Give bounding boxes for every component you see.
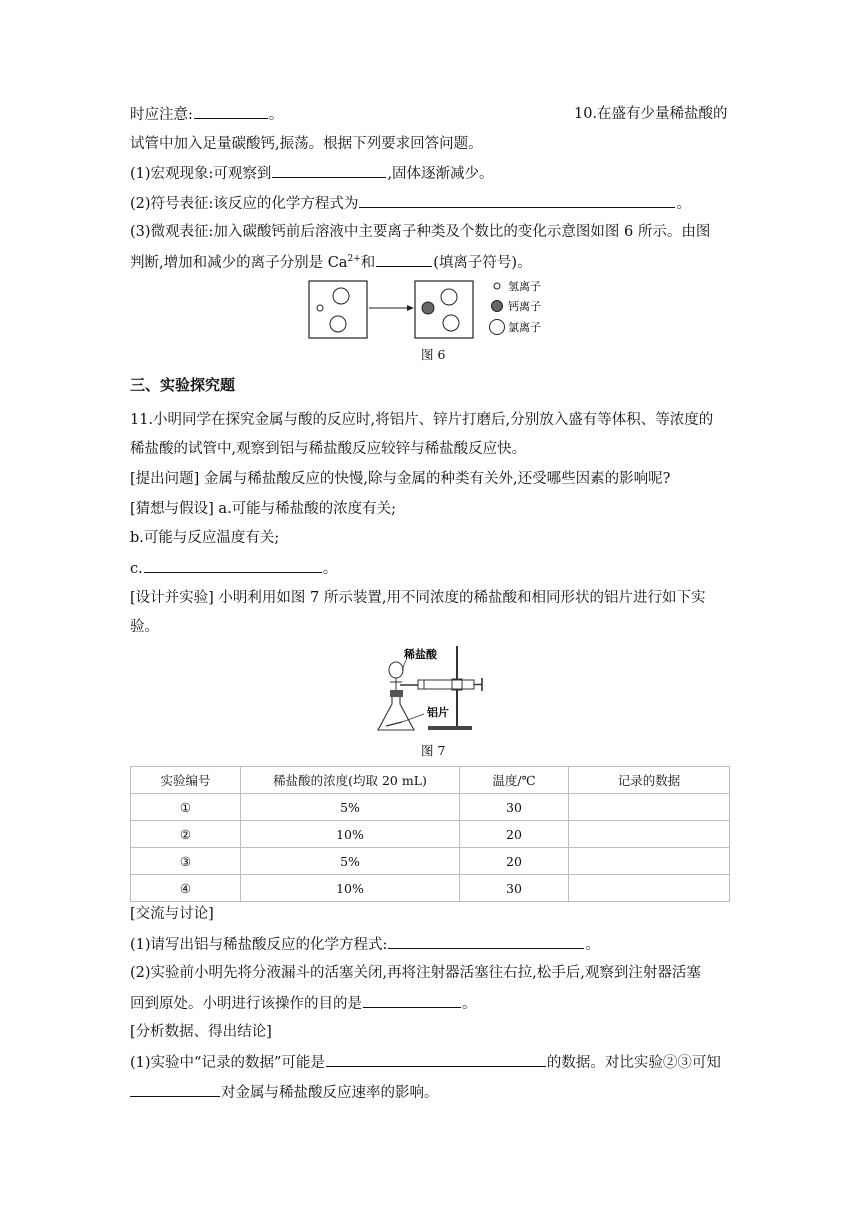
analysis-1-cont-text: 对金属与稀盐酸反应速率的影响。 [221, 1085, 439, 1101]
cell-concentration: 5% [241, 848, 460, 875]
figure-7-caption: 图 7 [421, 743, 446, 758]
q10-part3-tail: (填离子符号)。 [433, 255, 532, 271]
q11-discussion-1 [130, 934, 600, 955]
table-row [131, 794, 730, 821]
q9-tail-text: 时应注意: [130, 107, 193, 123]
punct: 。 [462, 996, 477, 1012]
cell-concentration: 10% [241, 875, 460, 902]
legend-calcium-label: 钙离子 [508, 300, 541, 313]
label-aluminium: 铝片 [427, 706, 449, 719]
cell-recorded[interactable] [569, 821, 730, 848]
figure-7 [372, 642, 487, 734]
q10-part3-text: 判断,增加和减少的离子分别是 Ca [130, 255, 348, 271]
analysis-1-tail: 的数据。对比实验②③可知 [546, 1055, 721, 1071]
answer-blank[interactable] [194, 104, 268, 119]
charge-superscript: 2+ [347, 254, 361, 265]
q11-design: [设计并实验] 小明利用如图 7 所示装置,用不同浓度的稀盐酸和相同形状的铝片进行如下实 [130, 590, 706, 606]
hydrogen-ion-icon [317, 305, 323, 311]
answer-blank[interactable] [326, 1052, 546, 1067]
stand-base [428, 726, 472, 730]
q11-analysis-1-cont [130, 1082, 439, 1103]
figure-6 [308, 280, 568, 342]
arrow-head-icon [407, 305, 414, 311]
conical-flask [378, 697, 414, 730]
cell-no: ② [131, 821, 241, 848]
punct: 。 [676, 196, 691, 212]
answer-blank[interactable] [130, 1082, 220, 1097]
table-row [131, 821, 730, 848]
punct: 。 [322, 561, 338, 577]
chloride-ion-icon [443, 315, 459, 331]
legend-chloride-icon [490, 320, 505, 335]
calcium-ion-icon [422, 302, 434, 314]
header-concentration: 稀盐酸的浓度(均取 20 mL) [241, 767, 460, 794]
cell-temperature: 30 [460, 794, 569, 821]
header-experiment-no: 实验编号 [131, 767, 241, 794]
answer-blank[interactable] [359, 193, 675, 208]
answer-blank[interactable] [363, 993, 461, 1008]
legend-hydrogen-icon [494, 283, 500, 289]
apparatus-diagram [372, 642, 487, 734]
analysis-1-text: (1)实验中“记录的数据”可能是 [130, 1055, 325, 1071]
q11-line1: 11.小明同学在探究金属与酸的反应时,将铝片、锌片打磨后,分别放入盛有等体积、等浓度的 [130, 412, 714, 428]
answer-blank[interactable] [144, 558, 322, 573]
q11-line2: 稀盐酸的试管中,观察到铝与稀盐酸反应较锌与稀盐酸反应快。 [130, 441, 527, 457]
cell-recorded[interactable] [569, 848, 730, 875]
header-temperature: 温度/℃ [460, 767, 569, 794]
cell-no: ③ [131, 848, 241, 875]
q11-hypothesis-b: b.可能与反应温度有关; [130, 530, 280, 546]
punct: 。 [268, 107, 284, 123]
q10-start: 10.在盛有少量稀盐酸的 [574, 106, 728, 122]
q11-hypothesis-a: [猜想与假设] a.可能与稀盐酸的浓度有关; [130, 501, 397, 517]
conj: 和 [360, 255, 376, 271]
answer-blank[interactable] [376, 252, 432, 267]
table-header-row [131, 767, 730, 794]
legend-chloride-label: 氯离子 [508, 321, 541, 334]
q10-part3: (3)微观表征:加入碳酸钙前后溶液中主要离子种类及个数比的变化示意图如图 6 所示。由图 [130, 224, 711, 240]
cell-recorded[interactable] [569, 875, 730, 902]
q10-part1 [130, 163, 494, 184]
answer-blank[interactable] [388, 934, 584, 949]
q10-part2 [130, 193, 691, 214]
label-acid: 稀盐酸 [404, 648, 437, 661]
cell-no: ④ [131, 875, 241, 902]
discussion-2-text: 回到原处。小明进行该操作的目的是 [130, 996, 362, 1012]
cell-recorded[interactable] [569, 794, 730, 821]
cell-no: ① [131, 794, 241, 821]
hypothesis-c-label: c. [130, 561, 143, 577]
legend-hydrogen-label: 氢离子 [508, 280, 541, 293]
syringe-barrel [418, 680, 474, 689]
ion-diagram [308, 280, 568, 342]
chloride-ion-icon [330, 316, 346, 332]
q11-analysis-1 [130, 1052, 721, 1073]
q9-tail-line [130, 104, 283, 125]
flask-stopper [390, 690, 403, 697]
q10-line2: 试管中加入足量碳酸钙,振荡。根据下列要求回答问题。 [130, 136, 483, 152]
label-pointer-acid [402, 660, 406, 670]
q10-part1-text: (1)宏观现象:可观察到 [130, 166, 272, 182]
q10-part3-cont [130, 252, 532, 273]
legend-calcium-icon [492, 301, 503, 312]
answer-blank[interactable] [272, 163, 386, 178]
q11-discussion-2: (2)实验前小明先将分液漏斗的活塞关闭,再将注射器活塞往右拉,松手后,观察到注射器活塞 [130, 965, 701, 981]
table-row [131, 875, 730, 902]
punct: 。 [585, 937, 600, 953]
q11-analysis: [分析数据、得出结论] [130, 1024, 272, 1040]
q11-hypothesis-c [130, 558, 337, 579]
q11-discussion-2-cont [130, 993, 477, 1014]
q11-design-cont: 验。 [130, 619, 159, 635]
cell-temperature: 20 [460, 848, 569, 875]
section-title: 三、实验探究题 [130, 376, 236, 394]
cell-concentration: 10% [241, 821, 460, 848]
discussion-1-text: (1)请写出铝与稀盐酸反应的化学方程式: [130, 937, 388, 953]
figure-6-caption: 图 6 [421, 347, 446, 362]
cell-concentration: 5% [241, 794, 460, 821]
q10-part2-text: (2)符号表征:该反应的化学方程式为 [130, 196, 359, 212]
table-row [131, 848, 730, 875]
header-recorded-data: 记录的数据 [569, 767, 730, 794]
experiment-table [130, 766, 730, 902]
q11-discussion: [交流与讨论] [130, 906, 214, 922]
chloride-ion-icon [441, 289, 457, 305]
separating-funnel [389, 662, 403, 678]
q10-part1-tail: ,固体逐渐减少。 [387, 166, 494, 182]
cell-temperature: 30 [460, 875, 569, 902]
cell-temperature: 20 [460, 821, 569, 848]
chloride-ion-icon [333, 288, 349, 304]
q11-question: [提出问题] 金属与稀盐酸反应的快慢,除与金属的种类有关外,还受哪些因素的影响呢? [130, 471, 671, 487]
